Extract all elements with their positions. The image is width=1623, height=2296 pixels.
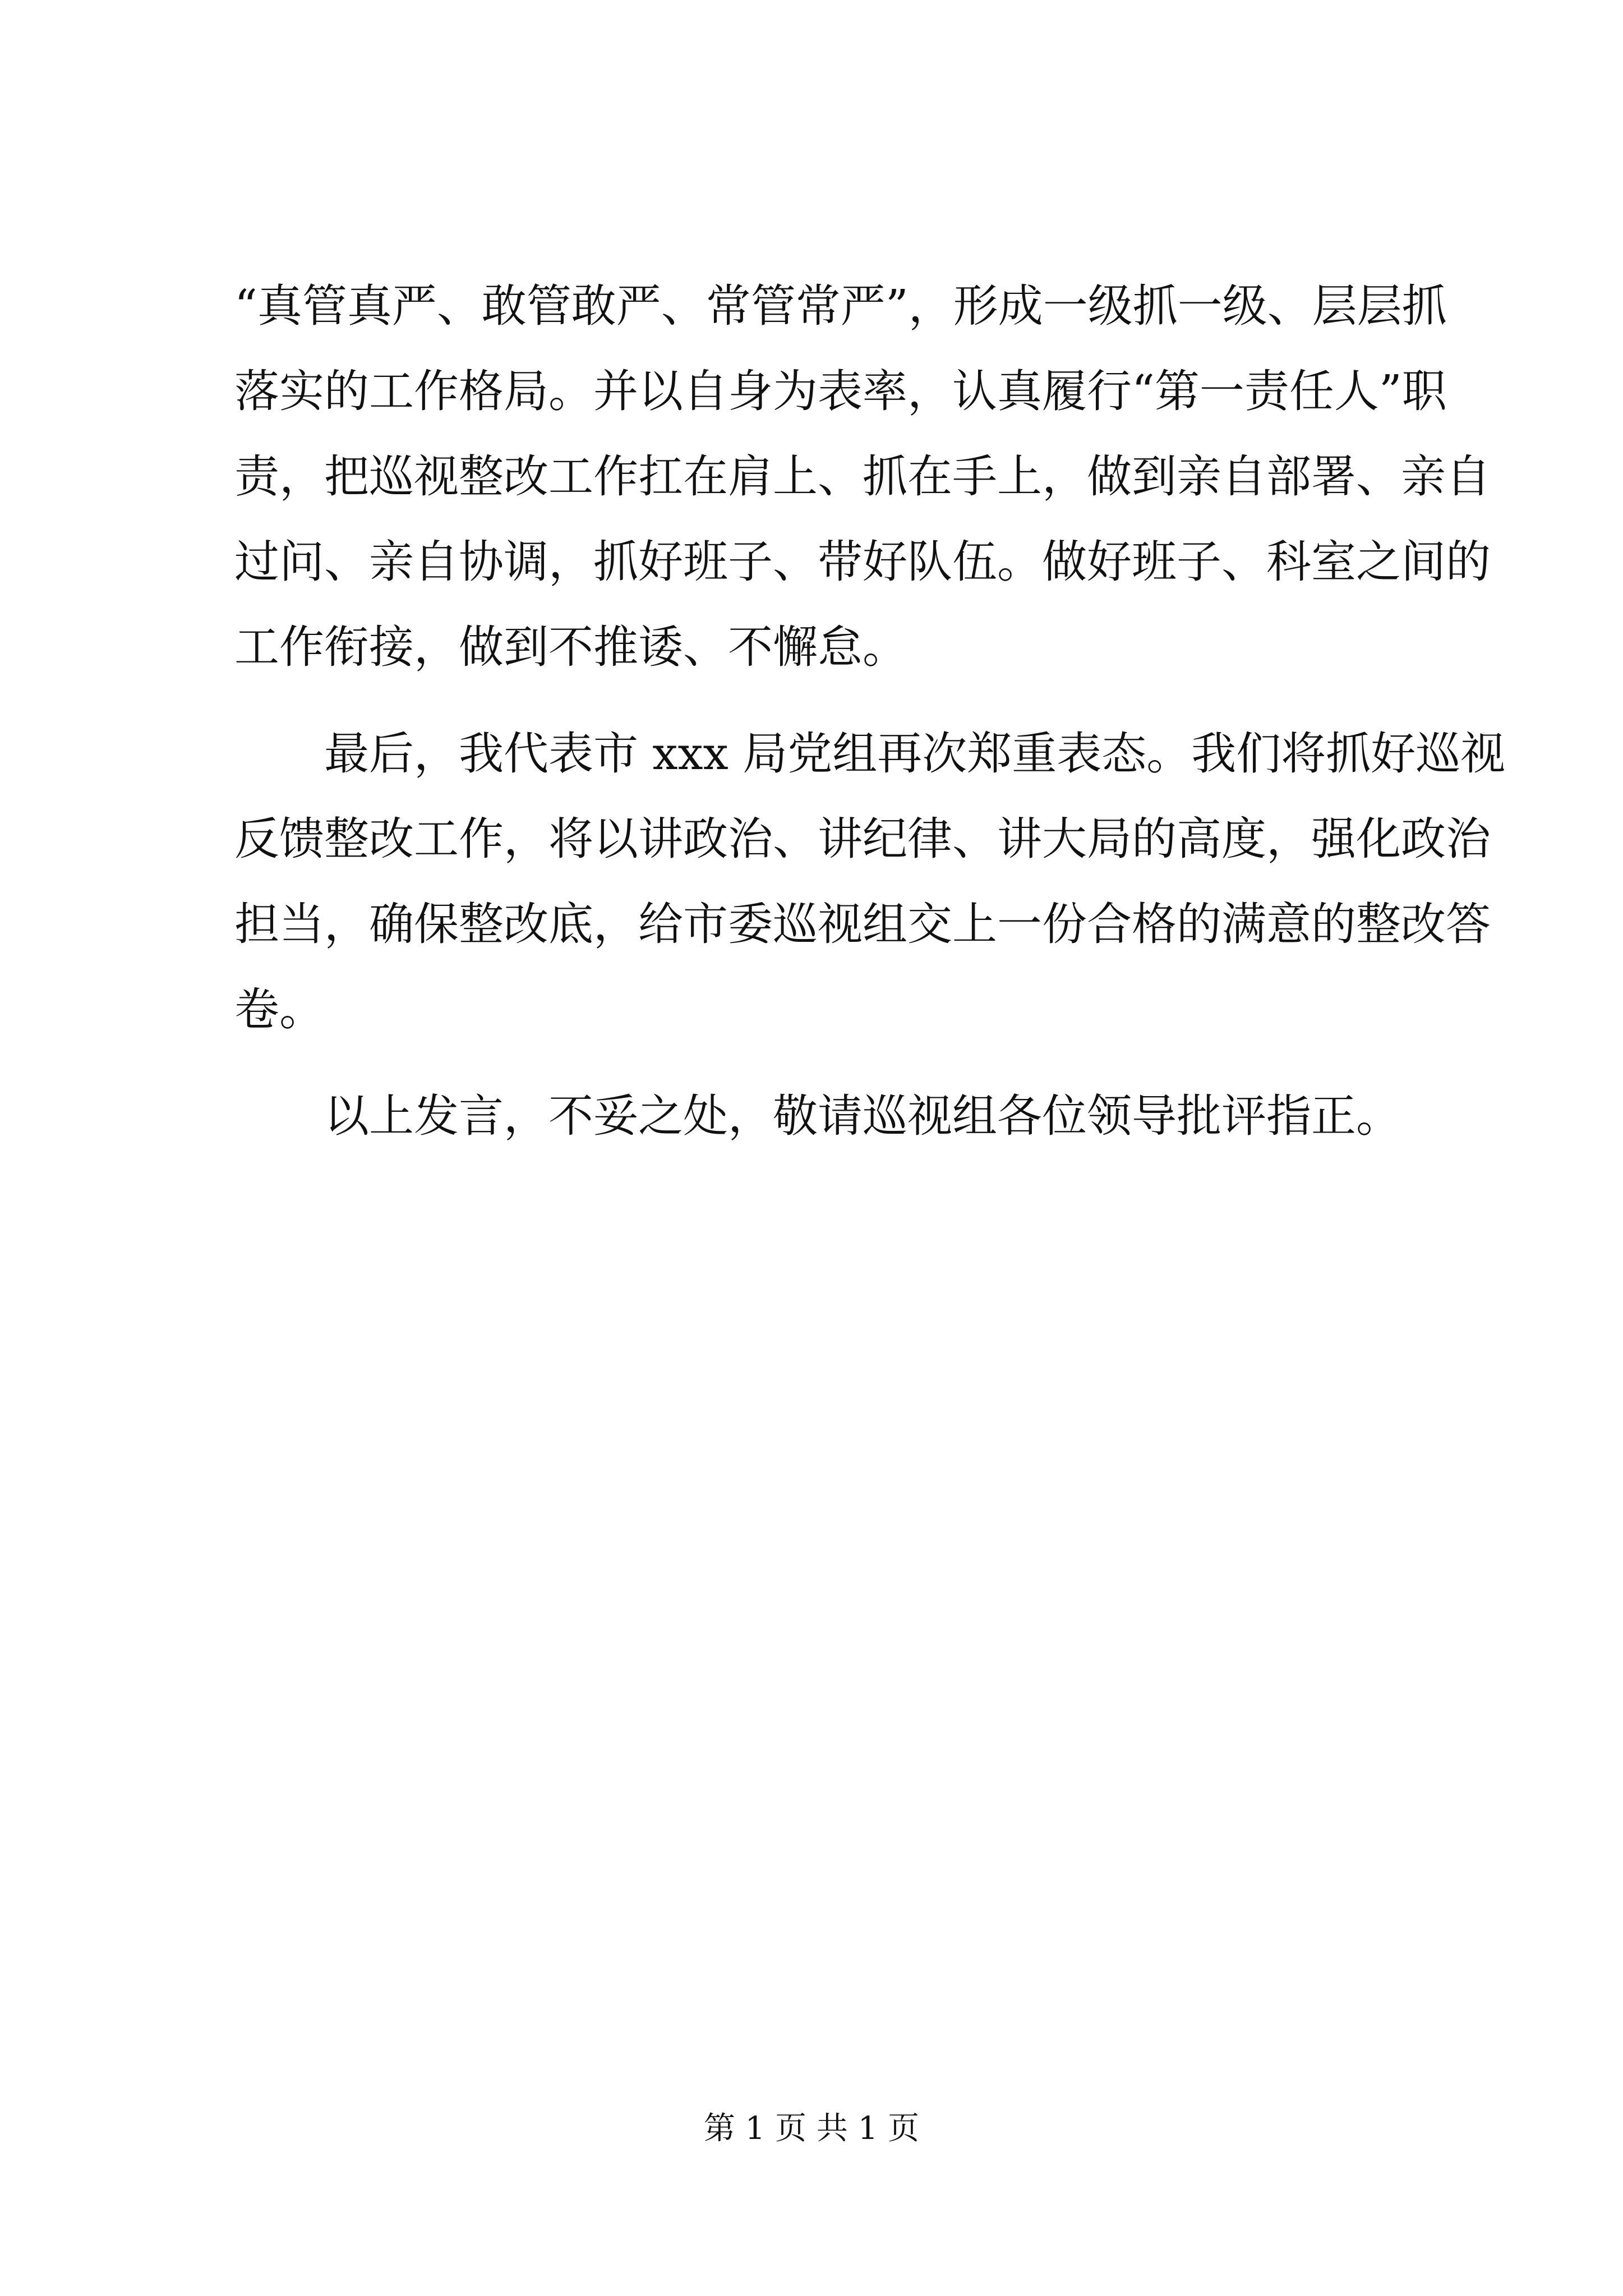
paragraph-gap (234, 690, 1435, 711)
paragraph-line: “真管真严、敢管敢严、常管常严”，形成一级抓一级、层层抓 (234, 280, 1447, 332)
paragraph-line: 担当，确保整改底，给市委巡视组交上一份合格的满意的整改答 (234, 898, 1491, 950)
paragraph-line: 反馈整改工作，将以讲政治、讲纪律、讲大局的高度，强化政治 (234, 813, 1491, 865)
paragraph-gap (234, 1052, 1435, 1074)
page-footer: 第 1 页 共 1 页 (703, 2110, 920, 2147)
paragraph-line: 落实的工作格局。并以自身为表率，认真履行“第一责任人”职 (234, 365, 1447, 417)
paragraph-line: 工作衔接，做到不推诿、不懈怠。 (234, 621, 907, 673)
body-text (234, 264, 1506, 1159)
paragraph-line: 责，把巡视整改工作扛在肩上、抓在手上，做到亲自部署、亲自 (234, 450, 1491, 503)
paragraph-line: 以上发言，不妥之处，敬请巡视组各位领导批评指正。 (324, 1090, 1401, 1142)
paragraph-line: 过问、亲自协调，抓好班子、带好队伍。做好班子、科室之间的 (234, 536, 1491, 588)
paragraph-line: 卷。 (234, 983, 324, 1036)
paragraph-line: 最后，我代表市 xxx 局党组再次郑重表态。我们将抓好巡视 (324, 728, 1506, 780)
